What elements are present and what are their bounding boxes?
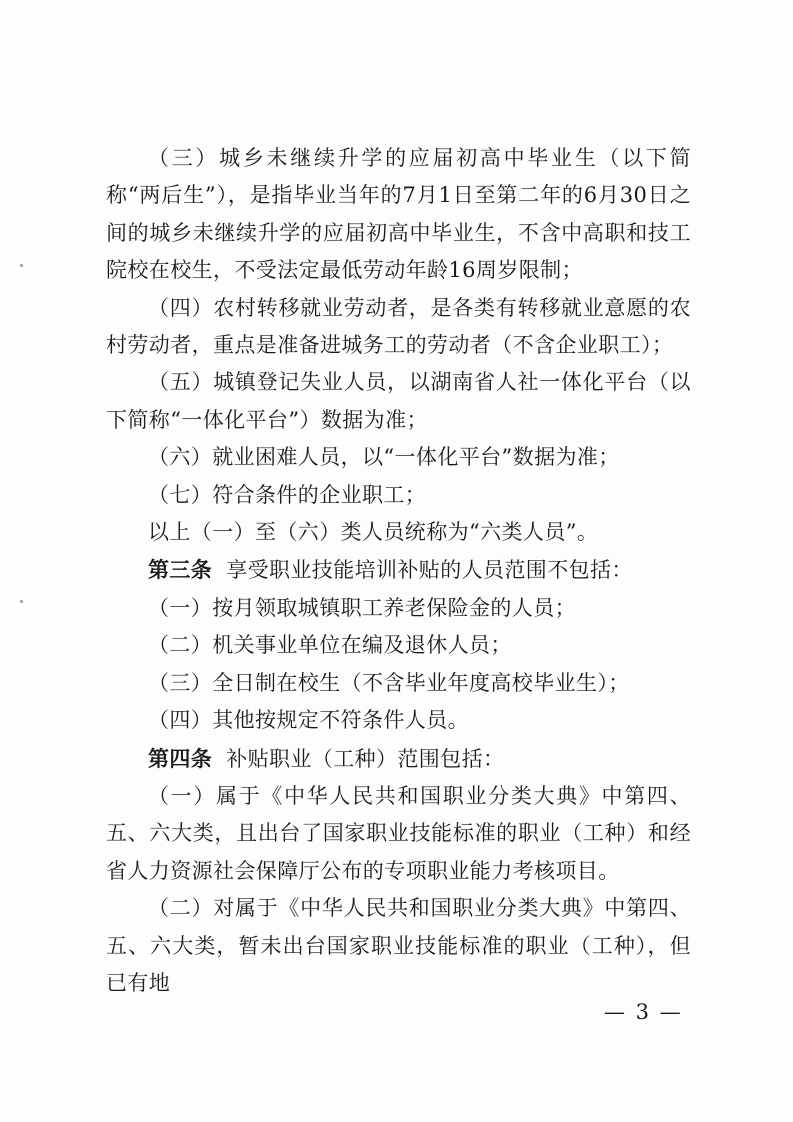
paragraph-exclusion-1 <box>106 590 691 627</box>
article-heading: 第三条 <box>148 557 213 583</box>
paragraph-summary <box>106 514 691 551</box>
scan-speck <box>20 264 23 267</box>
paragraph-article-4 <box>106 740 691 778</box>
paragraph-text: （六）就业困难人员，以“一体化平台”数据为准； <box>148 445 620 470</box>
paragraph-item-5 <box>106 364 691 439</box>
paragraph-item-6 <box>106 439 691 476</box>
paragraph-exclusion-4 <box>106 702 691 739</box>
paragraph-scope-2 <box>106 890 691 1002</box>
paragraph-exclusion-2 <box>106 627 691 664</box>
paragraph-item-3 <box>106 140 691 290</box>
document-body <box>106 140 691 1002</box>
paragraph-text: （三）全日制在校生（不含毕业年度高校毕业生）； <box>148 670 630 695</box>
paragraph-text: （七）符合条件的企业职工； <box>148 482 427 507</box>
paragraph-text: （二）对属于《中华人民共和国职业分类大典》中第四、五、六大类，暂未出台国家职业技能标准的职业（工种），但已有地 <box>106 896 691 995</box>
paragraph-text: 以上（一）至（六）类人员统称为“六类人员”。 <box>148 520 599 545</box>
scan-speck <box>20 600 23 603</box>
paragraph-item-4 <box>106 290 691 365</box>
paragraph-item-7 <box>106 477 691 514</box>
paragraph-text: （三）城乡未继续升学的应届初高中毕业生（以下简称“两后生”），是指毕业当年的7月1日至第二年的6月30日之间的城乡未继续升学的应届初高中毕业生，不含中高职和技工院校在校生，不受法定最低劳动年龄16周岁限制； <box>106 146 691 283</box>
paragraph-text: （四）农村转移就业劳动者，是各类有转移就业意愿的农村劳动者，重点是准备进城务工的劳动者（不含企业职工）； <box>106 295 691 358</box>
paragraph-text: （二）机关事业单位在编及退休人员； <box>148 633 512 658</box>
paragraph-text: 补贴职业（工种）范围包括： <box>226 746 505 771</box>
paragraph-text: 享受职业技能培训补贴的人员范围不包括： <box>226 558 633 583</box>
page-number: — 3 — <box>604 1000 683 1024</box>
paragraph-text: （一）属于《中华人民共和国职业分类大典》中第四、五、六大类，且出台了国家职业技能标准的职业（工种）和经省人力资源社会保障厅公布的专项职业能力考核项目。 <box>106 783 691 883</box>
paragraph-scope-1 <box>106 778 691 890</box>
article-heading: 第四条 <box>148 745 213 771</box>
paragraph-exclusion-3 <box>106 665 691 702</box>
paragraph-article-3 <box>106 551 691 589</box>
paragraph-text: （一）按月领取城镇职工养老保险金的人员； <box>148 595 576 620</box>
paragraph-text: （五）城镇登记失业人员，以湖南省人社一体化平台（以下简称“一体化平台”）数据为准； <box>106 370 691 432</box>
paragraph-text: （四）其他按规定不符条件人员。 <box>148 708 469 733</box>
